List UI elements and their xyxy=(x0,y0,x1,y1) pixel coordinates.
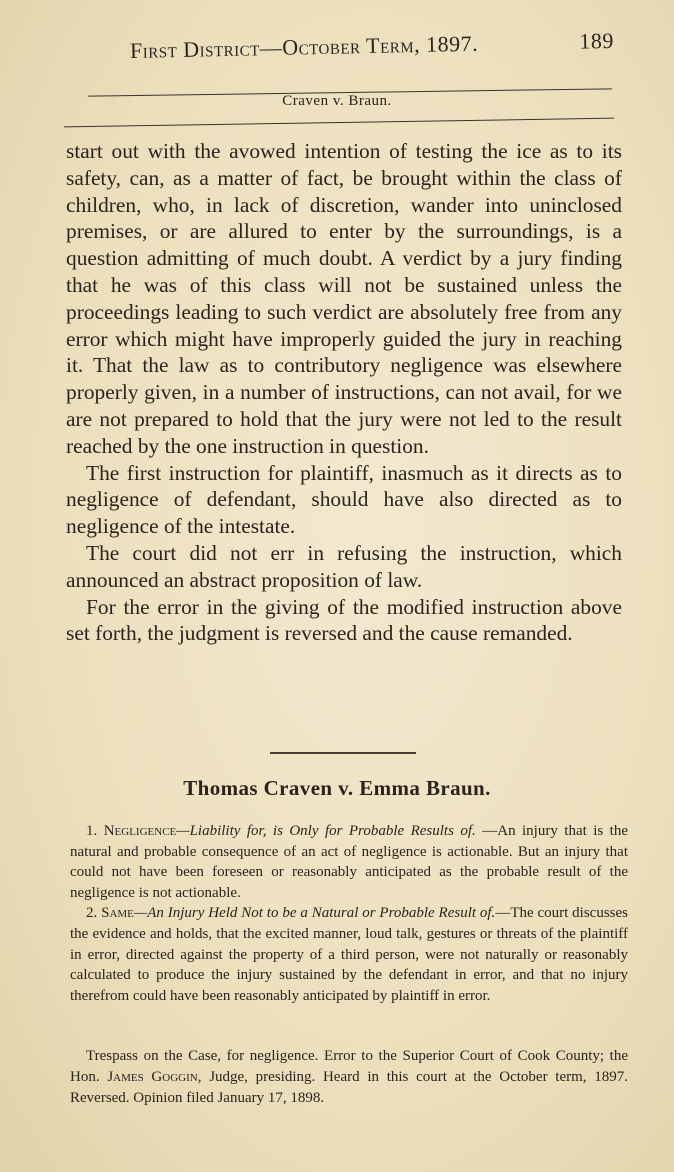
headnotes xyxy=(70,821,628,1006)
opinion-paragraph: For the error in the giving of the modified instruction above set forth, the judgment is reversed and the cause remanded. xyxy=(66,594,622,646)
headnote-text: —An injury that is the natural and probable consequence of an act of negligence is actionable. But an injury that could not have been foreseen or reasonably anticipated as the probable result of the negligence is not actionable. xyxy=(70,823,628,901)
headnote-number: 2. xyxy=(86,905,98,922)
running-head-title: First District—October Term, 1897. xyxy=(129,30,479,63)
headnote-label: Same xyxy=(101,905,134,922)
header-rule-bottom xyxy=(64,118,614,128)
running-head xyxy=(130,28,630,64)
case-title: Thomas Craven v. Emma Braun. xyxy=(183,776,491,800)
headnote-text: —The court discusses the evidence and holds, that the excited manner, loud talk, gestures or threats of the plaintiff in error, directed against the property of a third person, were not naturally or reasonably calculated to produce the injury sustained by the defendant in error, and that no injury therefrom could have been reasonably anticipated by plaintiff in error. xyxy=(70,905,628,1004)
page-number: 189 xyxy=(579,27,615,54)
headnote-item xyxy=(70,821,628,903)
opinion-text xyxy=(66,138,622,647)
headnote-italic: —Liability for, is Only for Probable Results of. xyxy=(176,823,476,839)
section-divider xyxy=(270,752,416,754)
statement-paragraph xyxy=(70,1046,628,1109)
case-statement xyxy=(70,1046,628,1109)
headnote-number: 1. xyxy=(86,823,98,839)
judge-name: James Goggin xyxy=(107,1069,198,1085)
statement-part-2: , Judge, presiding. Heard in this court at the October term, 1897. Reversed. Opinion filed January 17, 1898. xyxy=(70,1069,629,1106)
case-head: Craven v. Braun. xyxy=(282,93,392,109)
statement-part-1: Trespass on the Case, for negligence. Error to the Superior Court of Cook County; the Hon. xyxy=(70,1048,628,1085)
opinion-paragraph: The first instruction for plaintiff, inasmuch as it directs as to negligence of defendant, should have also directed as to negligence of the intestate. xyxy=(66,460,622,539)
opinion-paragraph: The court did not err in refusing the instruction, which announced an abstract proposition of law. xyxy=(66,540,622,592)
opinion-paragraph: start out with the avowed intention of testing the ice as to its safety, can, as a matter of fact, be brought within the class of children, who, in lack of discretion, wander into uninclosed premises, or are allured to enter by the surroundings, is a question admitting of much doubt. A verdict by a jury finding that he was of this class will not be sustained unless the proceedings leading to such verdict are absolutely free from any error which might have improperly guided the jury in reaching it. That the law as to contributory negligence was elsewhere properly given, in a number of instructions, can not avail, for we are not prepared to hold that the jury were not led to the result reached by the one instruction in question. xyxy=(66,139,622,458)
headnote-item xyxy=(70,903,628,1006)
headnote-label: Negligence xyxy=(103,823,177,839)
headnote-italic: —An Injury Held Not to be a Natural or Probable Result of. xyxy=(133,905,496,922)
